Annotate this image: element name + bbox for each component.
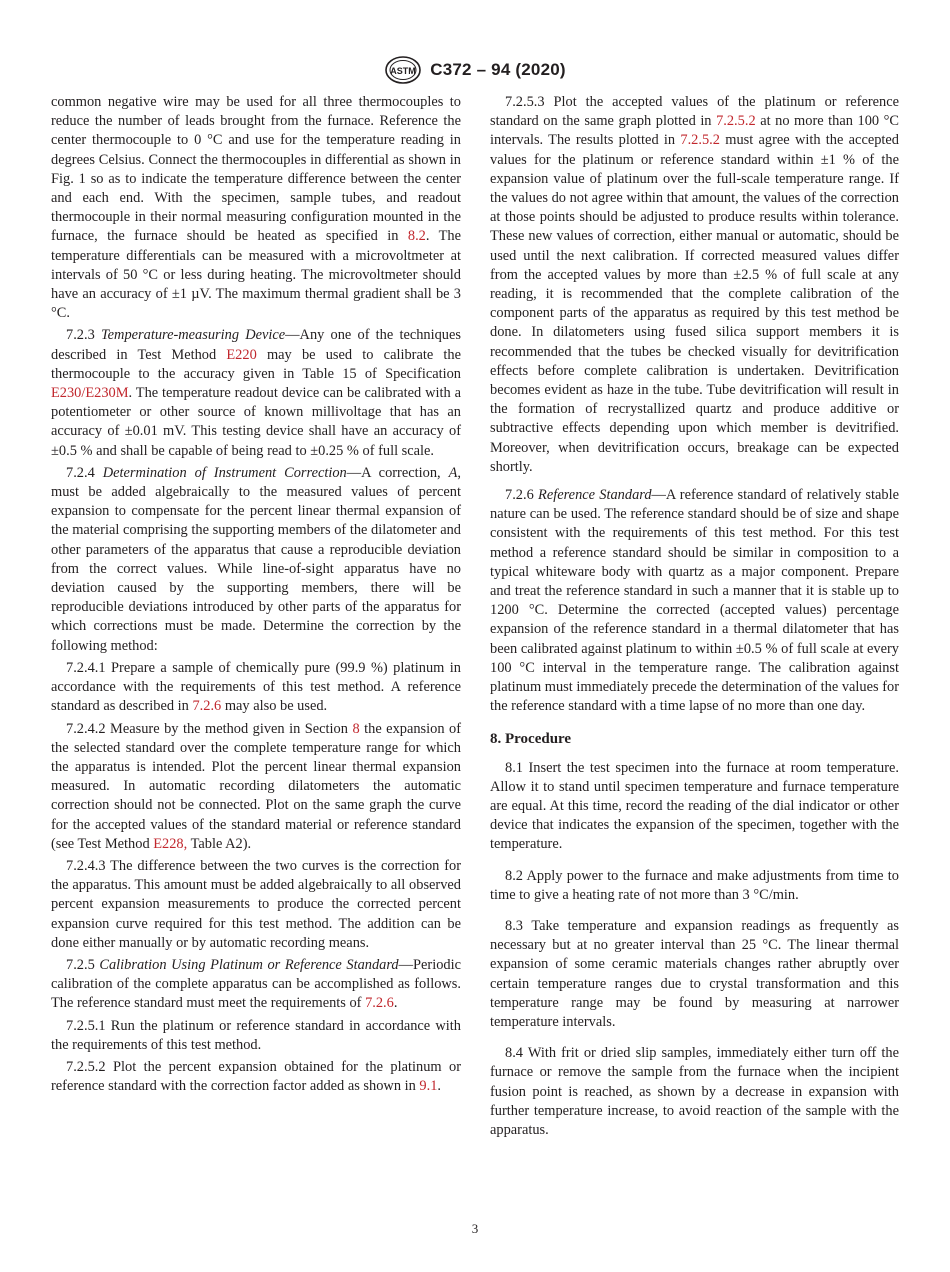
paragraph-8-4: 8.4 With frit or dried slip samples, immediately either turn off the furnace or remove the sample from the furnace when the incipient fusion point is reached, as shown by a decrease in expansion with further temperature increase, to avoid reaction of the sample with the apparatus.: [490, 1045, 899, 1138]
paragraph-7-2-3: 7.2.3 Temperature-measuring Device—Any one of the techniques described in Test Method E220 may be used to calibrate the thermocouple to the accuracy given in Table 15 of Specification E230/E230M. The temperature readout device can be calibrated with a potentiometer or other source of known millivoltage that has an accuracy of ±0.01 mV. This testing device shall have an accuracy of ±0.5 % and shall be capable of being read to ±0.25 % of full scale.: [51, 327, 461, 459]
paragraph-7-2-6: 7.2.6 Reference Standard—A reference standard of relatively stable nature can be used. The reference standard should be of size and shape consistent with the requirements of this test method. For this test method a reference standard should be similar in composition to a typical whiteware body with quartz as a major component. Prepare and treat the reference standard in such a manner that it is stable up to 1200 °C. Determine the corrected (accepted values) percentage expansion of the reference standard in a thermal dilatometer that has been calibrated against platinum to within ±0.5 % of full scale at every 100 °C interval in the temperature range. The calibration against platinum must immediately precede the determination of the values for the reference standard with a time lapse of no more than one day.: [490, 487, 899, 715]
paragraph-7-2-5-2: 7.2.5.2 Plot the percent expansion obtained for the platinum or reference standard with the correction factor added as shown in 9.1.: [51, 1058, 461, 1095]
paragraph-7-2-4-1: 7.2.4.1 Prepare a sample of chemically pure (99.9 %) platinum in accordance with the requirements of this test method. A reference standard as described in 7.2.6 may also be used.: [51, 659, 461, 715]
section-link[interactable]: 9.1: [419, 1078, 438, 1095]
paragraph-8-2: 8.2 Apply power to the furnace and make adjustments from time to time to give a heating rate of not more than 3 °C/min.: [490, 867, 899, 903]
section-link[interactable]: 7.2.5.2: [716, 113, 756, 130]
paragraph-7-2-4-2: 7.2.4.2 Measure by the method given in Section 8 the expansion of the selected standard over the complete temperature range for which the apparatus is intended. Plot the percent linear thermal expansion measured. In automatic recording dilatometers the automatic correction should not be connected. Plot on the same graph the curve for the accepted values of the standard material or reference standard (see Test Method E228, Table A2).: [51, 720, 461, 852]
paragraph-8-3: 8.3 Take temperature and expansion readings as frequently as necessary but at no greater interval than 25 °C. The linear thermal expansion of some ceramic materials changes rather abruptly over certain temperature ranges due to crystal transformation and this temperature range may be found by measuring at narrower temperature intervals.: [490, 917, 899, 1030]
paragraph-7-2-5: 7.2.5 Calibration Using Platinum or Reference Standard—Periodic calibration of the complete apparatus can be accomplished as follows. The reference standard must meet the requirements of 7.2.6.: [51, 956, 461, 1012]
paragraph-7-2-5-3: 7.2.5.3 Plot the accepted values of the platinum or reference standard on the same graph plotted in 7.2.5.2 at no more than 100 °C intervals. The results plotted in 7.2.5.2 must agree with the accepted values for the platinum or reference standard within ±1 % of the expansion value of platinum over the full-scale temperature range. If the values do not agree within that amount, the values of the correction at those points should be adjusted to produce results within tolerance. These new values of correction, either manual or automatic, should be used until the next calibration. If corrected measured values differ from the accepted values by more than ±2.5 % of full scale at any reading, it is recommended that the complete calibration of the component parts of the apparatus as required by this test method be done. In dilatometers using fused silica support members it is recommended that the tubes be checked visually for devitrification effects before complete calibration is undertaken. Devitrification becomes evident as haze in the tube. Tube devitrification will result in the formation of recrystallized quartz and produce additive or subtractive effects depending upon which member is devitrified. Moreover, when devitrification occurs, breakage can be expected shortly.: [490, 94, 899, 475]
left-column: [51, 93, 461, 1099]
right-column: [490, 93, 899, 1143]
astm-logo-icon: [384, 56, 422, 84]
paragraph-7-2-5-1: 7.2.5.1 Run the platinum or reference standard in accordance with the requirements of this test method.: [51, 1017, 461, 1053]
section-link[interactable]: 7.2.6: [365, 995, 394, 1012]
page-number: 3: [471, 1221, 479, 1236]
section-link[interactable]: 7.2.5.2: [680, 132, 720, 149]
page-header: [0, 56, 950, 84]
paragraph-7-2-4: 7.2.4 Determination of Instrument Correction—A correction, A, must be added algebraically to the measured values of percent expansion to compensate for the percent linear thermal expansion of the material comprising the supporting members of the dilatometer and other parameters of the apparatus that cause a reproducible deviation from the correct values. While line-of-sight apparatus have no deviation caused by the supporting members, there will be reproducible deviations introduced by other parts of the apparatus for which corrections must be made. Determine the correction by the following method:: [51, 464, 461, 654]
paragraph-7-2-4-3: 7.2.4.3 The difference between the two curves is the correction for the apparatus. This amount must be added algebraically to all observed percent expansion measurements to produce the corrected percent expansion curve required for this test method. The addition can be done either manually or by automatic recording means.: [51, 857, 461, 951]
section-link[interactable]: 8.2: [407, 228, 426, 245]
standard-link[interactable]: E228,: [153, 835, 188, 852]
standard-link[interactable]: E220: [226, 346, 257, 363]
section-link[interactable]: 7.2.6: [192, 698, 222, 715]
paragraph: common negative wire may be used for all three thermocouples to reduce the number of leads brought from the furnace. Reference the center thermocouple to 0 °C and use for the temperature reading in degrees Celsius. Connect the thermocouples in differential as shown in Fig. 1 so as to indicate the temperature difference between the center and each end. With the specimen, sample tubes, and readout thermocouple in their normal measuring configuration mounted in the furnace, the furnace should be heated as specified in 8.2. The temperature differentials can be measured with a microvoltmeter at intervals of 50 °C or less during heating. The microvoltmeter should have an accuracy of ±1 µV. The maximum thermal gradient shall be 3 °C.: [51, 94, 462, 322]
section-heading: 8. Procedure: [490, 730, 572, 747]
section-link[interactable]: 8: [352, 720, 360, 737]
svg-text:ASTM: ASTM: [390, 66, 416, 76]
standard-link[interactable]: E230/E230M: [51, 385, 129, 402]
paragraph-8-1: 8.1 Insert the test specimen into the furnace at room temperature. Allow it to stand until specimen temperature and furnace temperature are equal. At this time, record the reading of the dial indicator or other device that indicates the expansion of the specimen, together with the temperature.: [490, 759, 899, 853]
document-designation: C372 – 94 (2020): [430, 60, 566, 79]
